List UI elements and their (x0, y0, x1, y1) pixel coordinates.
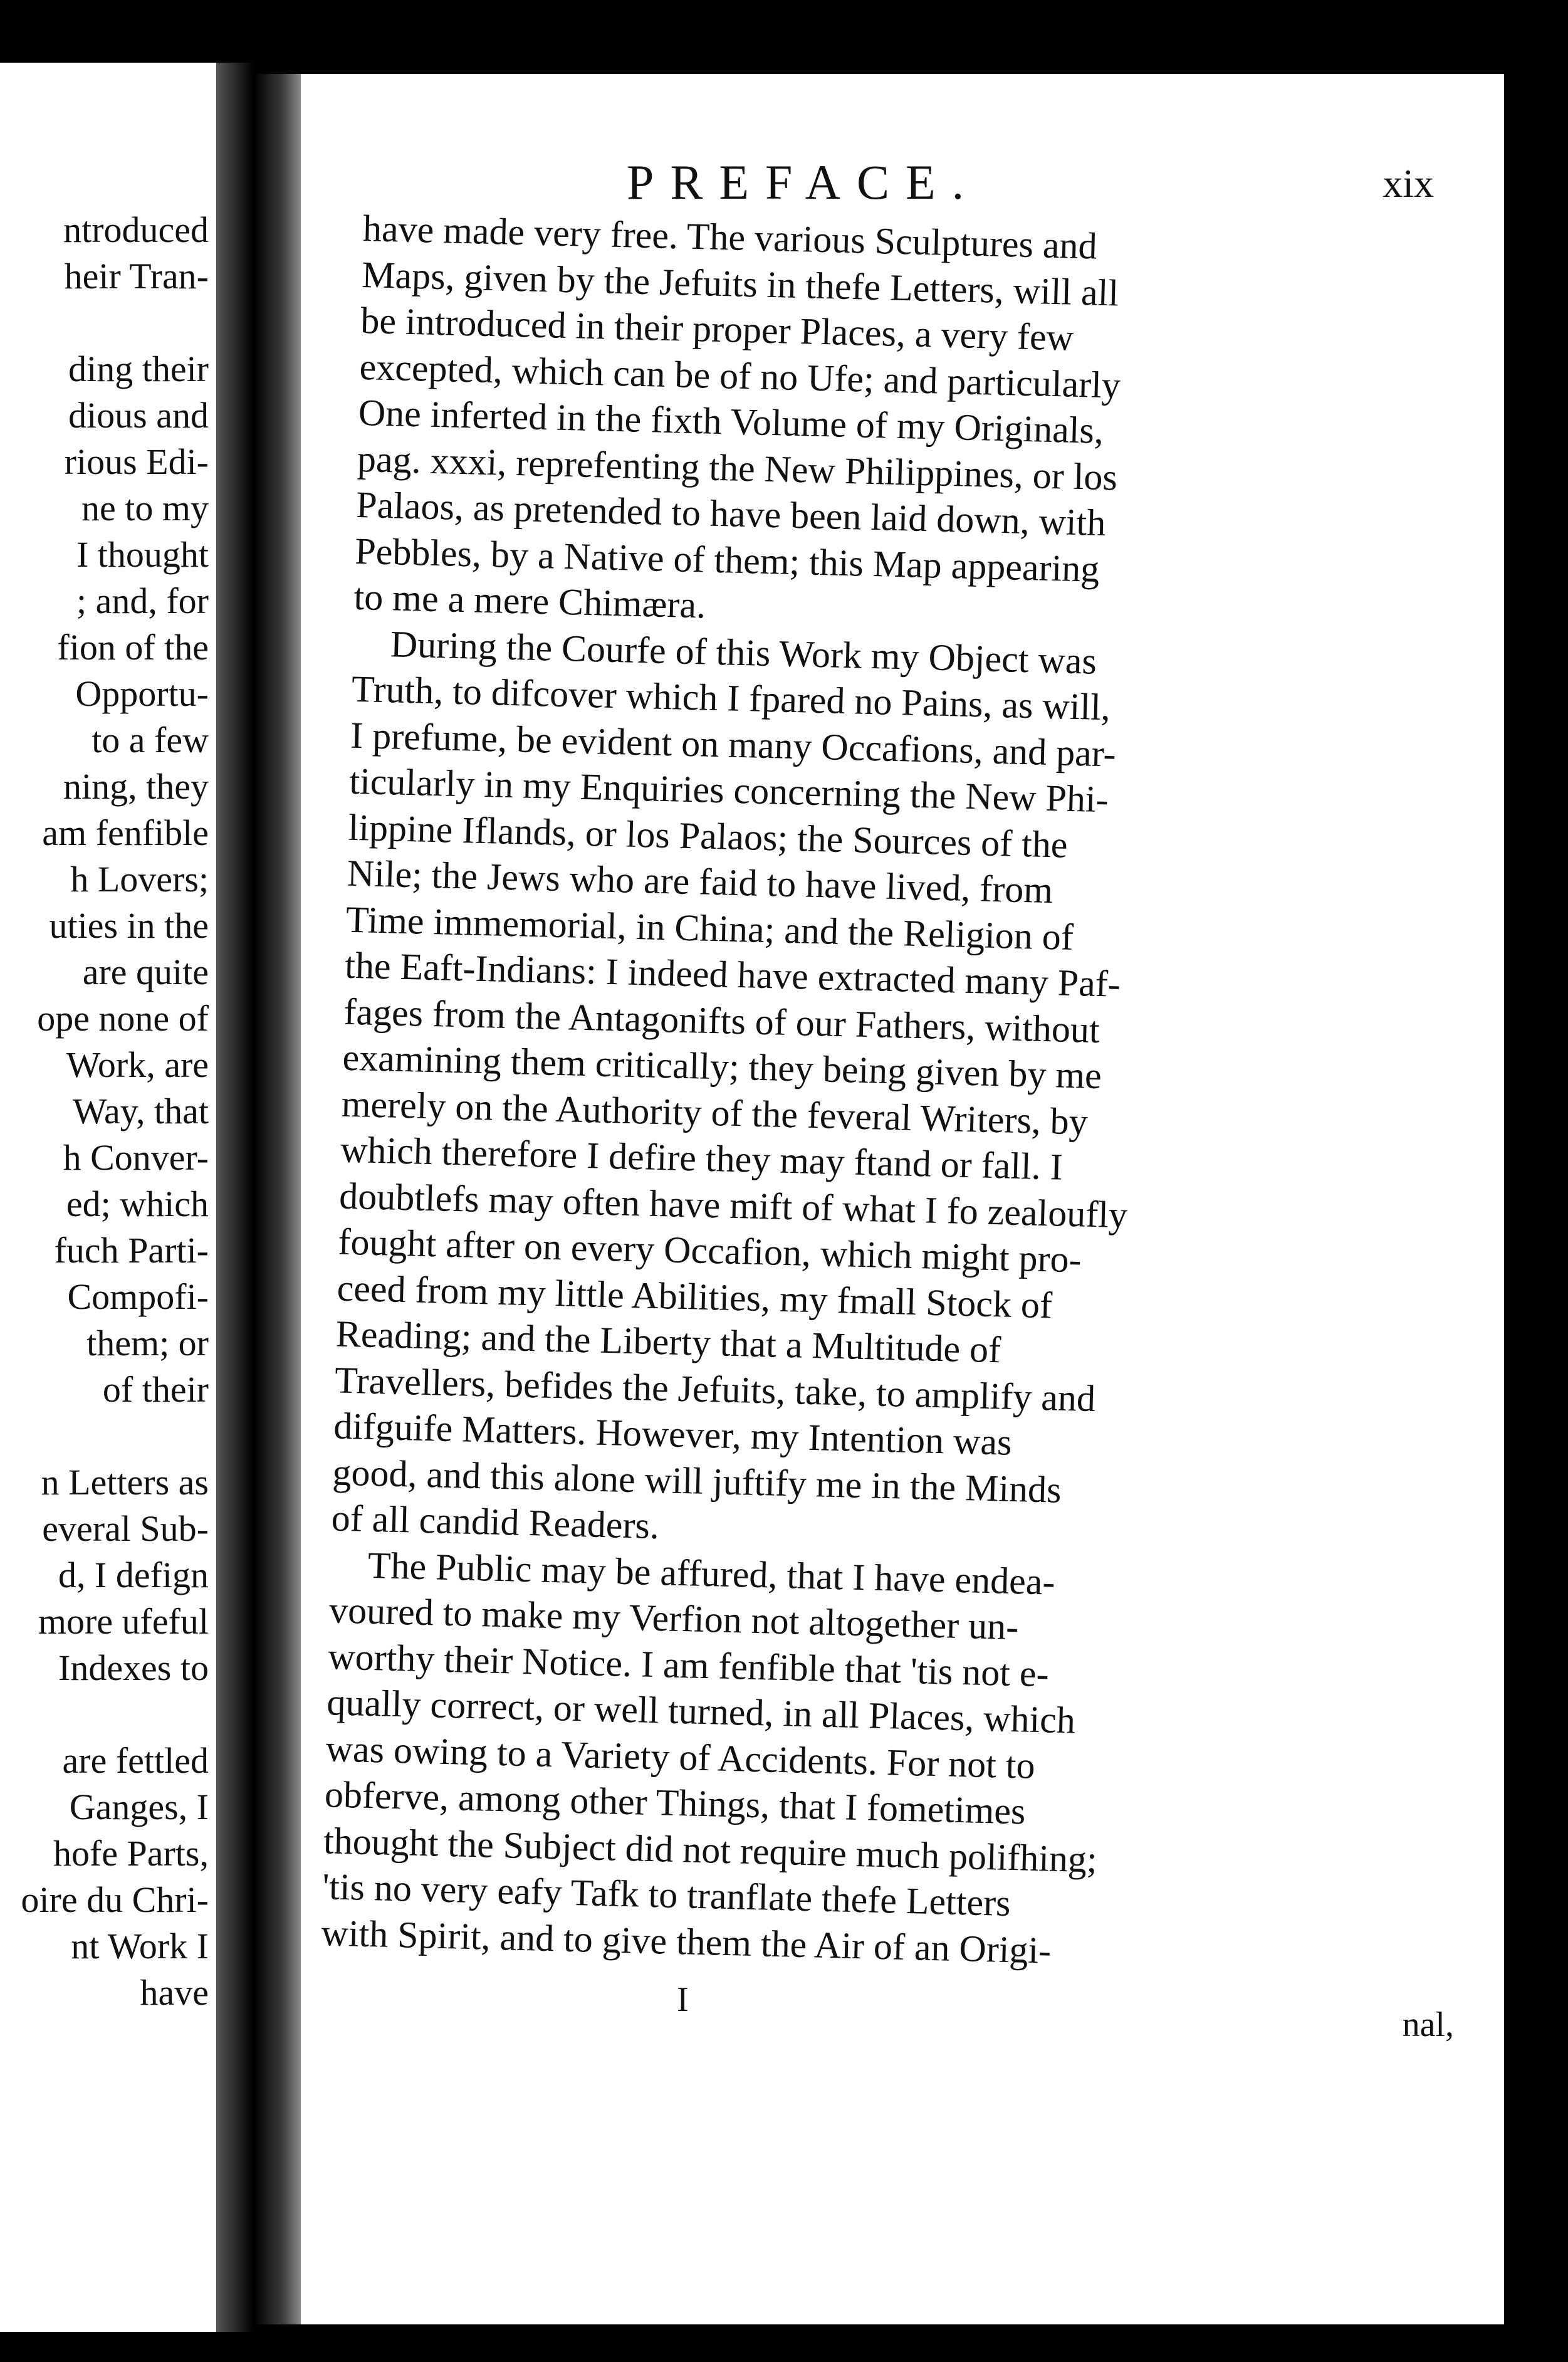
right-page (301, 74, 1504, 2324)
text-line: have made very free. The various Sculptures and (362, 207, 1098, 267)
left-page-line: am fenfible (42, 812, 209, 853)
text-line: to me a mere Chimæra. (353, 575, 706, 626)
text-line: thought the Subject did not require much polifhing; (323, 1819, 1098, 1880)
left-page-line: d, I defign (58, 1555, 209, 1595)
left-page-line: ed; which (66, 1184, 209, 1224)
catchword: nal, (1402, 2005, 1454, 2044)
text-line: doubtlefs may often have mift of what I fo zealoufly (338, 1175, 1128, 1236)
left-page-line: everal Sub- (42, 1508, 209, 1549)
left-page-text (21, 207, 209, 2016)
text-line: The Public may be affured, that I have endea- (367, 1544, 1056, 1603)
text-line: ticularly in my Enquiries concerning the New Phi- (348, 760, 1109, 821)
text-line: During the Courfe of this Work my Object was (390, 622, 1097, 682)
page-header (301, 154, 1504, 211)
left-page-line: Indexes to (58, 1647, 209, 1688)
body-text (321, 206, 1429, 1982)
text-line: merely on the Authority of the feveral Writers, by (341, 1083, 1089, 1143)
left-page-line: nt Work I (71, 1926, 209, 1966)
left-page-line: Way, that (72, 1091, 209, 1131)
left-page-line (21, 1691, 209, 1738)
left-page-line: Opportu- (75, 673, 209, 714)
gutter-shadow-right (254, 74, 301, 2324)
text-line: pag. xxxi, reprefenting the New Philippines, or los (357, 438, 1118, 498)
left-page-line: fuch Parti- (54, 1230, 209, 1271)
left-page-line (21, 1413, 209, 1459)
left-page-line: have (140, 1972, 209, 2013)
text-line: 'tis no very eafy Tafk to tranflate thefe Letters (321, 1866, 1011, 1924)
text-line: obferve, among other Things, that I fometimes (324, 1773, 1027, 1832)
running-head: PREFACE. (627, 155, 981, 209)
left-page-line: heir Tran- (64, 256, 209, 297)
text-line: ceed from my little Abilities, my fmall Stock of (337, 1266, 1053, 1326)
left-page-line: more ufeful (38, 1601, 209, 1642)
left-page-line: n Letters as (41, 1462, 209, 1503)
text-line: Truth, to difcover which I fpared no Pains, as will, (351, 668, 1111, 728)
text-line: examining them critically; they being given by me (342, 1036, 1102, 1097)
text-line: difguife Matters. However, my Intention was (333, 1405, 1013, 1463)
left-page-line: h Conver- (63, 1137, 209, 1178)
left-page-line: h Lovers; (70, 859, 209, 900)
left-page-line: Ganges, I (69, 1787, 209, 1827)
text-line: I prefume, be evident on many Occafions, and par- (350, 714, 1117, 775)
text-line: Time immemorial, in China; and the Religion of (345, 898, 1074, 958)
text-line: the Eaft-Indians: I indeed have extracted many Paf- (344, 944, 1121, 1005)
text-line: with Spirit, and to give them the Air of an Origi- (320, 1911, 1052, 1971)
text-line: of all candid Readers. (331, 1497, 660, 1547)
left-page-line: ding their (68, 349, 209, 389)
text-line: Palaos, as pretended to have been laid down, with (355, 483, 1107, 544)
left-page-line: are fettled (62, 1740, 209, 1781)
text-line: good, and this alone will juftify me in the Minds (332, 1451, 1062, 1511)
left-page-line: fion of the (57, 627, 209, 668)
text-line: lippine Iflands, or los Palaos; the Sources of the (347, 806, 1069, 866)
text-line: excepted, which can be of no Ufe; and particularly (358, 345, 1121, 406)
left-page-line: are quite (82, 952, 209, 992)
text-line: Reading; and the Liberty that a Multitude of (335, 1313, 1001, 1371)
left-page-line: ntroduced (63, 209, 209, 250)
left-page-line: to a few (91, 720, 209, 760)
text-line: qually correct, or well turned, in all Places, which (326, 1681, 1076, 1741)
text-line: fought after on every Occafion, which might pro- (337, 1220, 1082, 1281)
text-line: Nile; the Jews who are faid to have lived, from (347, 852, 1053, 911)
left-page-line: uties in the (49, 905, 209, 946)
text-line: Maps, given by the Jefuits in thefe Letters, will all (361, 253, 1119, 313)
left-page-line: rious Edi- (64, 441, 209, 482)
left-page-line: hofe Parts, (53, 1833, 209, 1874)
left-facing-page (0, 63, 216, 2332)
text-line: worthy their Notice. I am fenfible that 'tis not e- (327, 1635, 1050, 1694)
text-line: Travellers, befides the Jefuits, take, to amplify and (334, 1358, 1096, 1419)
left-page-line: ; and, for (76, 580, 209, 621)
left-page-line (21, 300, 209, 346)
text-line: Pebbles, by a Native of them; this Map appearing (354, 530, 1100, 590)
left-page-line: Work, are (66, 1044, 209, 1085)
left-page-line: ne to my (81, 488, 209, 528)
left-page-line: of their (102, 1369, 209, 1410)
text-line: be introduced in their proper Places, a very few (360, 299, 1074, 359)
left-page-line: dious and (68, 395, 209, 436)
left-page-line: Compofi- (67, 1276, 209, 1317)
left-page-line: them; or (86, 1323, 209, 1363)
left-page-line: ope none of (37, 998, 209, 1039)
text-line: which therefore I defire they may ftand or fall. I (340, 1128, 1064, 1188)
text-line: was owing to a Variety of Accidents. For not to (325, 1727, 1036, 1787)
text-line: voured to make my Verfion not altogether un- (328, 1589, 1020, 1648)
signature-mark: I (677, 1980, 689, 2019)
left-page-line: oire du Chri- (21, 1879, 209, 1920)
left-page-line: ning, they (63, 766, 209, 807)
left-page-line: I thought (76, 534, 209, 575)
gutter-shadow-left (216, 63, 254, 2332)
text-line: fages from the Antagonifts of our Fathers, without (343, 990, 1100, 1051)
text-line: One inferted in the fixth Volume of my Originals, (358, 391, 1104, 451)
page-number: xix (1382, 161, 1434, 206)
